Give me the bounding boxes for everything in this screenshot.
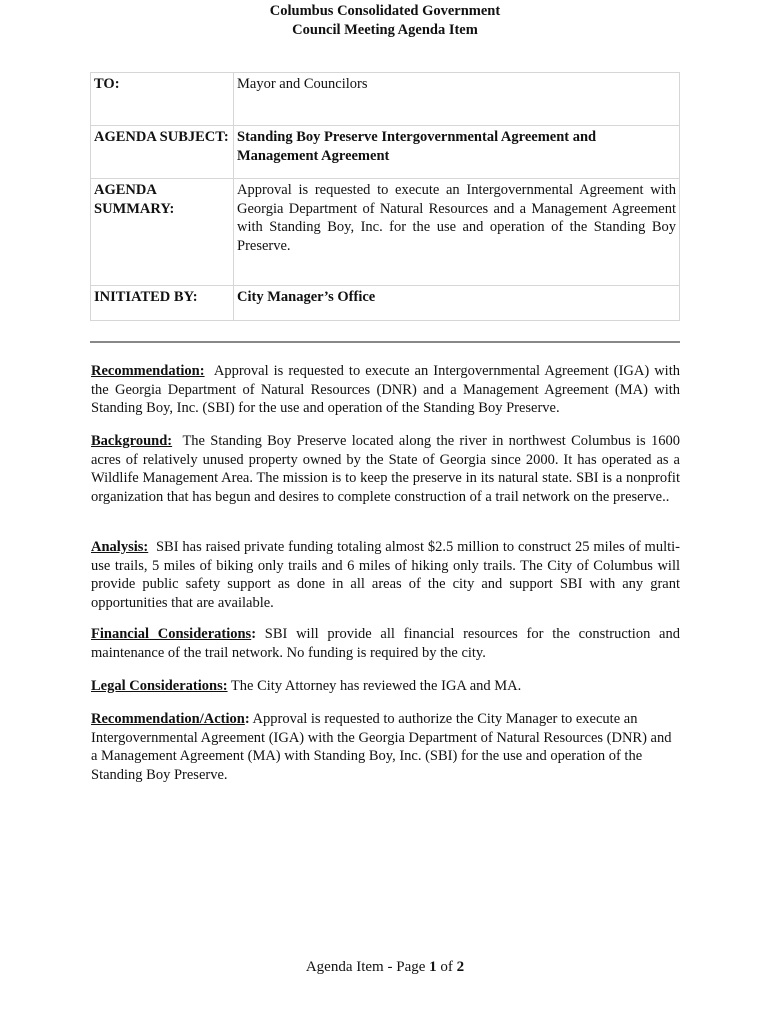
summary-value: Approval is requested to execute an Intergovernmental Agreement with Georgia Department of Natural Resources and a Management Agreement with Standing Boy, Inc. for the use and operation of the Standing Boy Preserve.: [234, 179, 680, 286]
recommendation-section: [91, 362, 680, 418]
to-value: Mayor and Councilors: [234, 73, 680, 126]
legal-section: [91, 677, 680, 696]
recommendation-action-section: Recommendation/Action: Approval is requested to authorize the City Manager to execute an Intergovernmental Agreement (IGA) with the Georgia Department of Natural Resources (DNR) and a Management Agreement (MA) with Standing Boy, Inc. (SBI) for the use and operation of the Standing Boy Preserve.: [91, 711, 672, 783]
to-label: TO:: [91, 73, 234, 126]
subject-value: Standing Boy Preserve Intergovernmental Agreement and Management Agreement: [234, 126, 680, 179]
agenda-info-table: [90, 72, 680, 321]
initiated-label: INITIATED BY:: [91, 286, 234, 321]
recommendation-heading: Recommendation:: [91, 363, 205, 379]
analysis-section: [91, 538, 680, 612]
recommendation-action-text: Approval is requested to authorize the City Manager to execute an Intergovernmental Agreement (IGA) with the Georgia Department of Natural Resources (DNR) and a Management Agreement (MA) with Standing Boy, Inc. (SBI) for the use and operation of the Standing Boy Preserve.: [91, 711, 672, 783]
legal-heading: Legal Considerations:: [91, 678, 228, 694]
subject-row: [91, 126, 680, 179]
document-header: [0, 2, 770, 40]
analysis-text: SBI has raised private funding totaling almost $2.5 million to construct 25 miles of multi-use trails, 5 miles of biking only trails and 6 miles of hiking only trails. The City of Columbus will provide public safety support as done in all areas of the city and support SBI with any grant opportunities that are available.: [91, 539, 681, 611]
footer-page-total: 2: [456, 959, 465, 975]
footer-of: of: [440, 959, 453, 975]
background-heading: Background:: [91, 433, 173, 449]
analysis-heading: Analysis:: [91, 539, 149, 555]
financial-section: Financial Considerations: SBI will provide all financial resources for the construction and maintenance of the trail network. No funding is required by the city.: [91, 626, 680, 661]
section-divider: [90, 341, 680, 343]
background-text: The Standing Boy Preserve located along the river in northwest Columbus is 1600 acres of relatively unused property owned by the State of Georgia since 2000. It has operated as a Wildlife Management Area. The mission is to keep the preserve in its natural state. SBI is a nonprofit organization that has begun and desires to complete construction of a trail network on the preserve..: [91, 433, 680, 505]
to-row: [91, 73, 680, 126]
financial-text: SBI will provide all financial resources for the construction and maintenance of the trail network. No funding is required by the city.: [91, 626, 680, 661]
summary-label: AGENDA SUMMARY:: [91, 179, 234, 286]
footer-page-number: 1: [429, 959, 437, 975]
legal-text: The City Attorney has reviewed the IGA and MA.: [230, 678, 522, 694]
initiated-row: [91, 286, 680, 321]
background-section: [91, 432, 680, 506]
header-document-type: Council Meeting Agenda Item: [292, 22, 478, 38]
summary-row: [91, 179, 680, 286]
footer-prefix: Agenda Item - Page: [305, 959, 426, 975]
financial-heading: Financial Considerations: [91, 626, 252, 642]
page-footer: [0, 959, 770, 976]
initiated-value: City Manager’s Office: [234, 286, 680, 321]
recommendation-action-heading: Recommendation/Action: [91, 711, 245, 727]
subject-label: AGENDA SUBJECT:: [91, 126, 234, 179]
recommendation-text: Approval is requested to execute an Intergovernmental Agreement (IGA) with the Georgia Department of Natural Resources (DNR) and a Management Agreement (MA) with Standing Boy, Inc. (SBI) for the use and operation of the Standing Boy Preserve.: [91, 363, 680, 416]
header-organization: Columbus Consolidated Government: [269, 3, 501, 19]
